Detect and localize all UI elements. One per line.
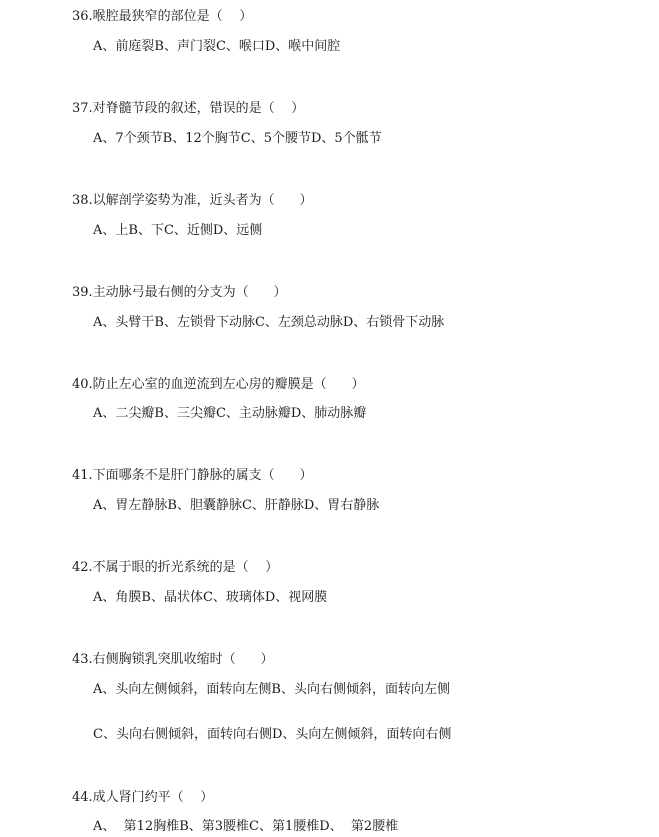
question-42-options: A、角膜B、晶状体C、玻璃体D、视网膜 <box>93 590 328 605</box>
question-41-options: A、胃左静脉B、胆囊静脉C、肝静脉D、胃右静脉 <box>93 498 380 513</box>
question-37-options: A、7个颈节B、12个胸节C、5个腰节D、5个骶节 <box>93 131 382 146</box>
question-40-options: A、二尖瓣B、三尖瓣C、主动脉瓣D、肺动脉瓣 <box>93 406 367 421</box>
question-39-stem: 39.主动脉弓最右侧的分支为（ ） <box>72 285 287 300</box>
question-44-stem: 44.成人肾门约平（ ） <box>72 790 214 805</box>
question-36-stem: 36.喉腔最狭窄的部位是（ ） <box>72 9 253 24</box>
question-41-stem: 41.下面哪条不是肝门静脉的属支（ ） <box>72 468 313 483</box>
question-43-stem: 43.右侧胸锁乳突肌收缩时（ ） <box>72 652 274 667</box>
question-36-options: A、前庭裂B、声门裂C、喉口D、喉中间腔 <box>93 39 341 54</box>
question-37-stem: 37.对脊髓节段的叙述，错误的是（ ） <box>72 101 305 116</box>
question-40-stem: 40.防止左心室的血逆流到左心房的瓣膜是（ ） <box>72 377 365 392</box>
question-38-stem: 38.以解剖学姿势为准，近头者为（ ） <box>72 193 313 208</box>
question-42-stem: 42.不属于眼的折光系统的是（ ） <box>72 560 279 575</box>
question-39-options: A、头臂干B、左锁骨下动脉C、左颈总动脉D、右锁骨下动脉 <box>93 315 445 330</box>
question-43-options-line-2: C、头向右侧倾斜，面转向右侧D、头向左侧倾斜，面转向右侧 <box>93 727 452 742</box>
question-44-options: A、 第12胸椎B、第3腰椎C、第1腰椎D、 第2腰椎 <box>93 819 399 834</box>
question-38-options: A、上B、下C、近侧D、远侧 <box>93 223 263 238</box>
question-43-options-line-1: A、头向左侧倾斜，面转向左侧B、头向右侧倾斜，面转向左侧 <box>93 682 450 697</box>
